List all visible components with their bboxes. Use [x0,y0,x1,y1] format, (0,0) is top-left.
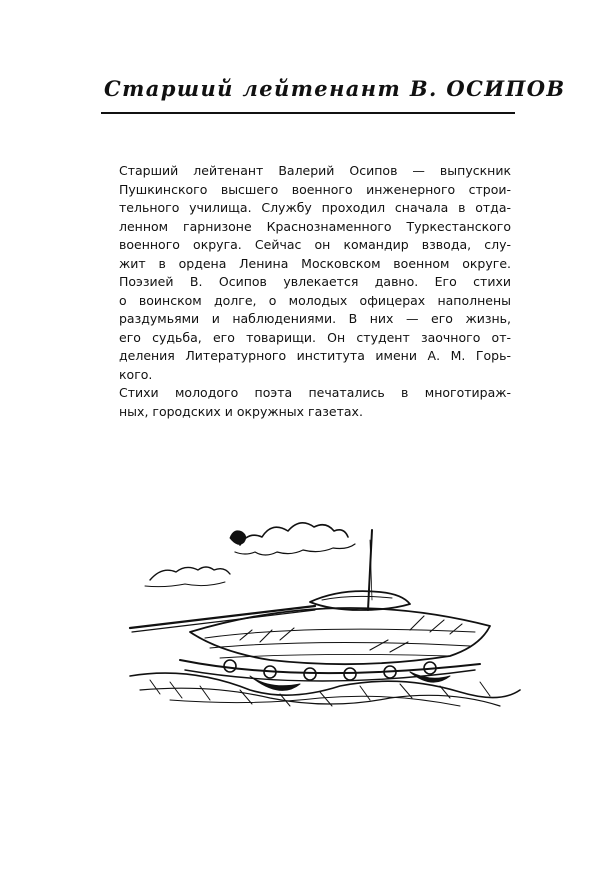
text-line: кого. [119,366,153,382]
page-title: Старший лейтенант В. ОСИПОВ [104,76,566,101]
text-line: о воинском долге, о молодых офицерах наполнены [119,292,511,308]
title-divider [101,112,515,114]
hatching [240,616,462,652]
hull-stroke [205,629,475,638]
tank-illustration [110,500,530,720]
biography-text [119,162,511,421]
gun-barrel [130,606,315,628]
text-line: жит в ордена Ленина Московском военном округе. [119,255,511,271]
text-line: ных, городских и окружных газетах. [119,403,363,419]
cloud-sketch [240,523,348,545]
cloud-sketch [150,567,230,580]
text-line: тельного училища. Службу проходил сначала в отда- [119,200,511,215]
cloud-puff [230,531,246,544]
gun-barrel [132,610,315,632]
text-line: деления Литературного института имени А. М. Горь- [119,348,511,363]
text-line: его судьба, его товарищи. Он студент заочного от- [119,329,511,345]
text-line: Стихи молодого поэта печатались в многотираж- [119,385,511,400]
ground-scribble [130,673,520,697]
text-line: раздумьями и наблюдениями. В них — его жизнь, [119,311,511,326]
ground-scribble [170,696,460,706]
bio-paragraph-1 [119,162,511,273]
text-line: Старший лейтенант Валерий Осипов — выпускник [119,163,511,178]
text-line: военного округа. Сейчас он командир взвода, слу- [119,237,511,252]
turret-detail [322,596,392,600]
text-line: ленном гарнизоне Краснознаменного Туркестанского [119,218,511,234]
bio-paragraph-2 [119,273,511,384]
bio-paragraph-3 [119,384,511,421]
text-line: Поэзией В. Осипов увлекается давно. Его стихи [119,274,511,289]
cloud-sketch [145,582,225,587]
turret [310,591,410,610]
cloud-sketch [235,544,355,555]
hull-stroke [210,642,470,648]
text-line: Пушкинского высшего военного инженерного строи- [119,181,511,197]
